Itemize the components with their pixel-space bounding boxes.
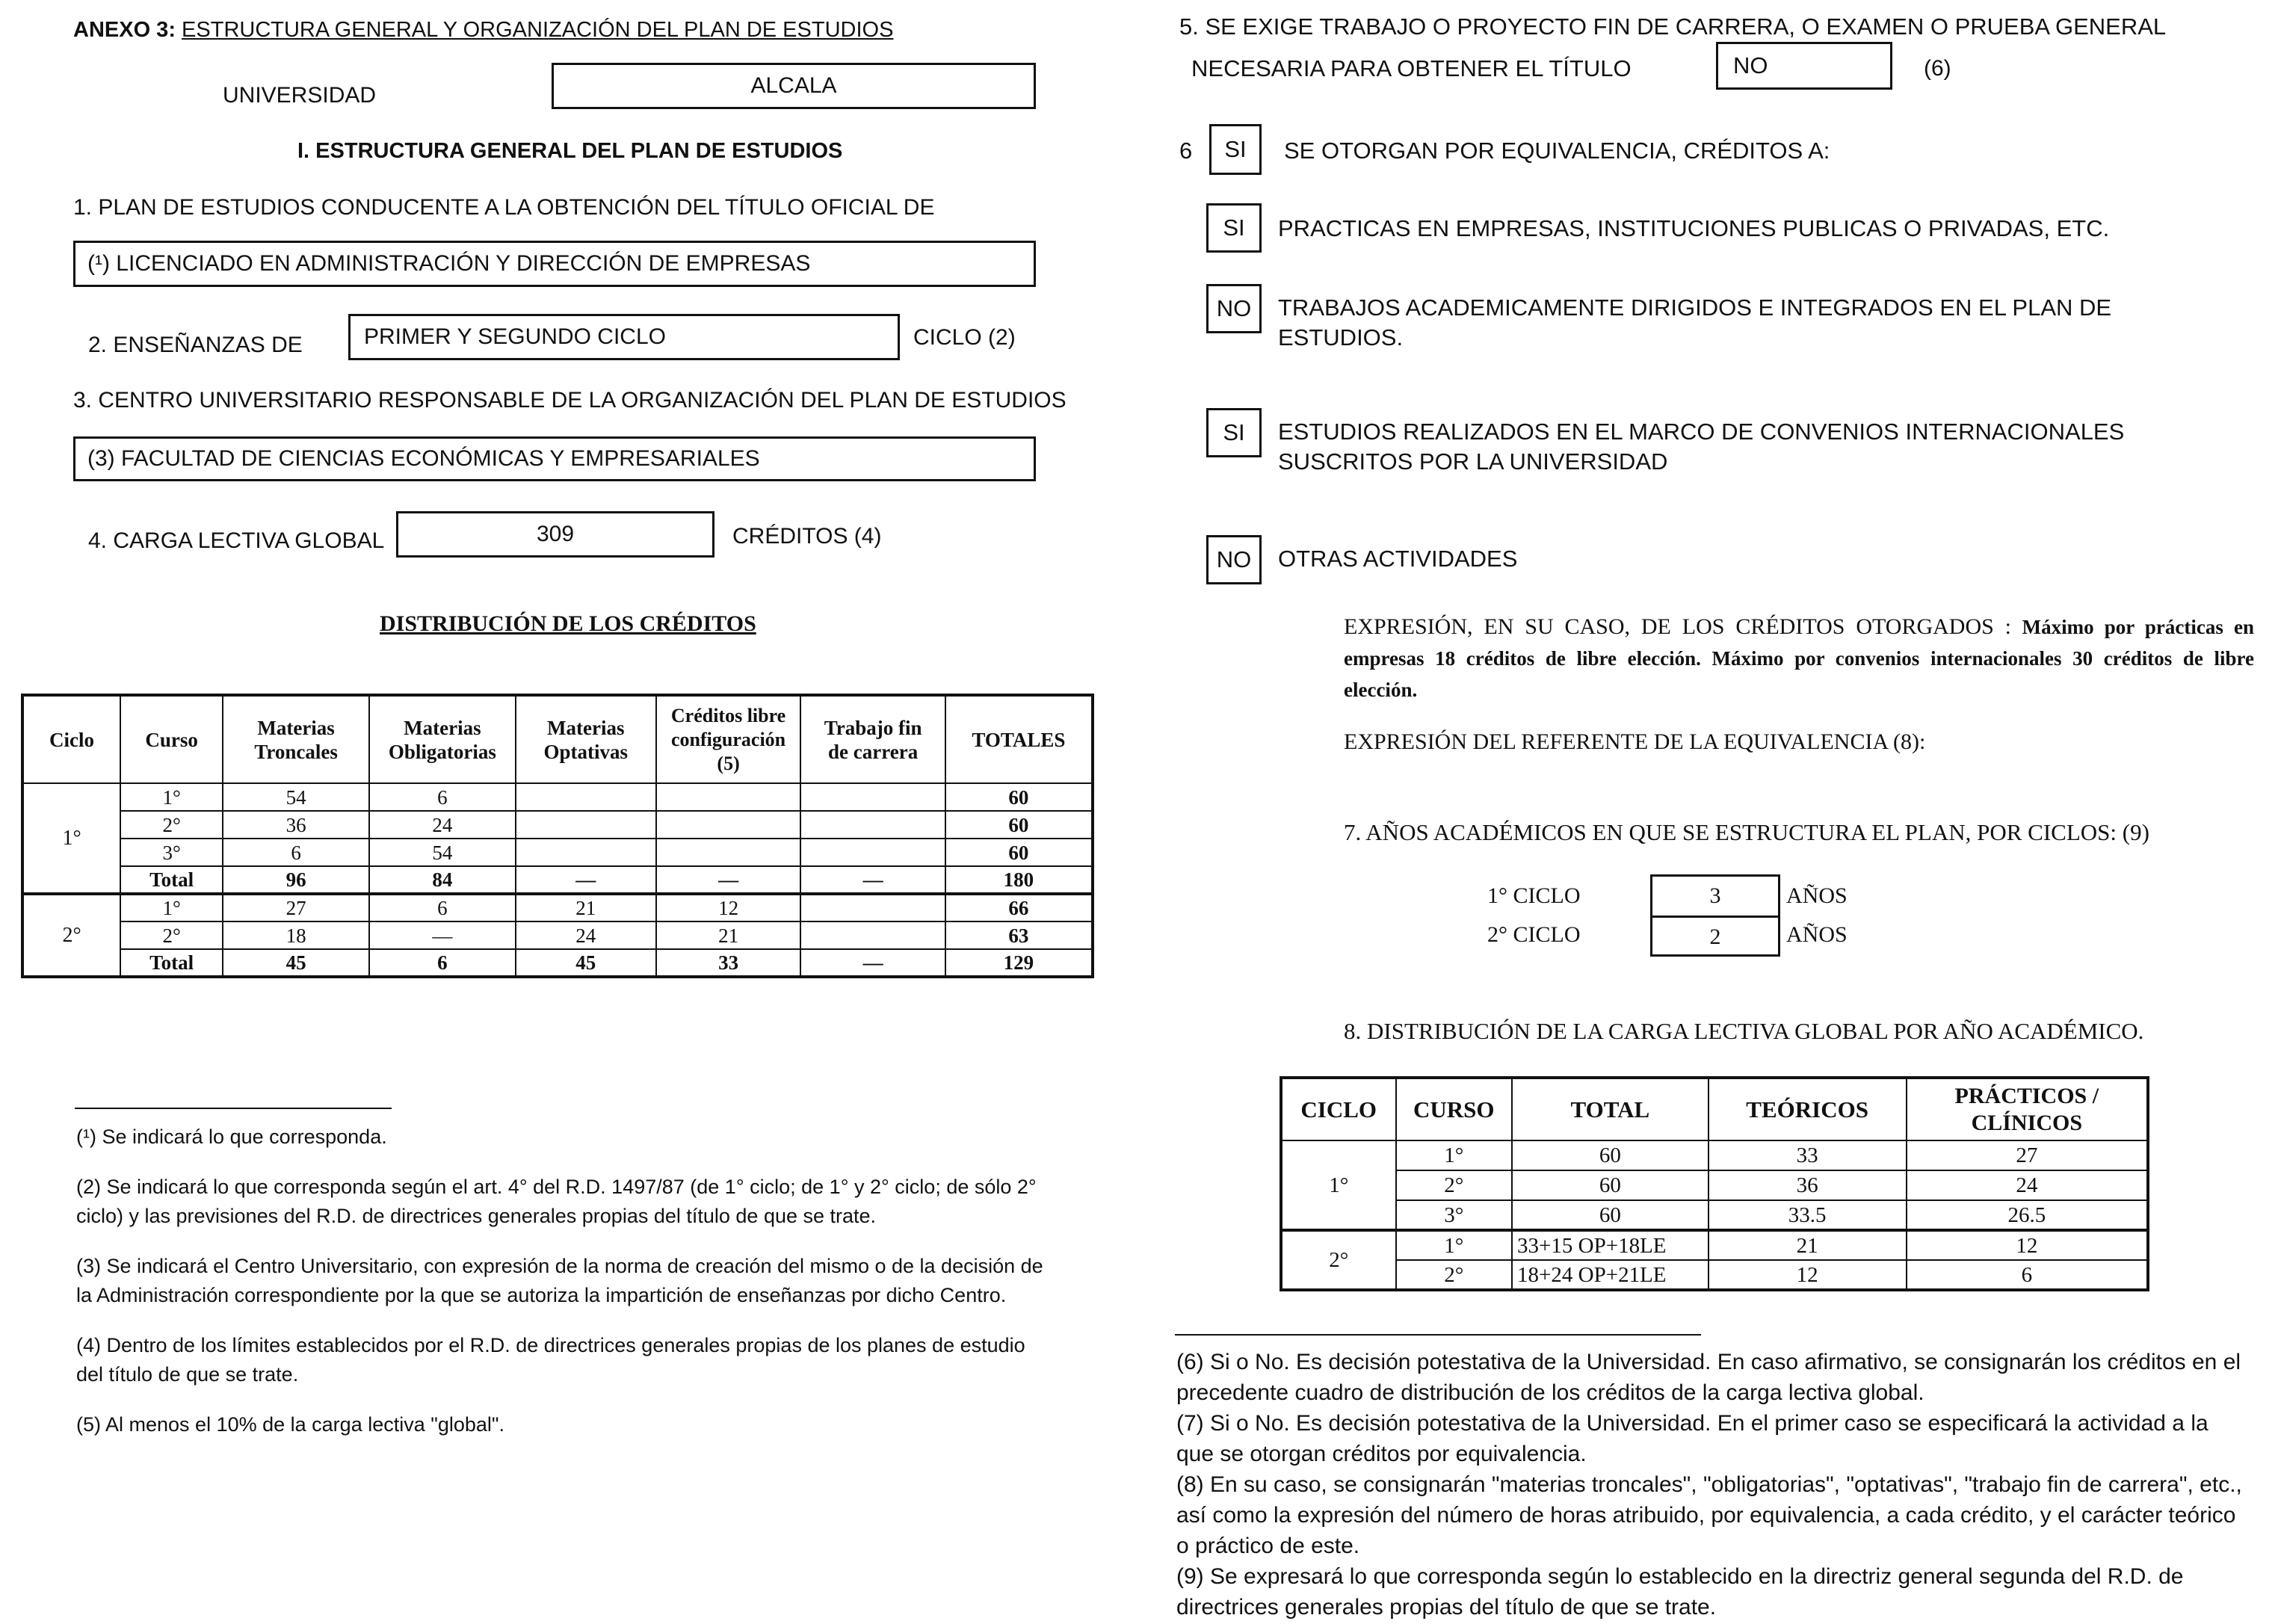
item7-years-value: 2 bbox=[1709, 924, 1721, 949]
credits-cell: Total bbox=[120, 949, 223, 977]
footnotes-right bbox=[1176, 1347, 2245, 1623]
credits-cell: 21 bbox=[656, 921, 801, 949]
credits-cell: 6 bbox=[369, 783, 516, 811]
load-row bbox=[1281, 1140, 2148, 1170]
university-field bbox=[552, 63, 1036, 109]
credits-header: Curso bbox=[120, 695, 223, 783]
credits-header: TOTALES bbox=[945, 695, 1093, 783]
equivalence-box bbox=[1206, 203, 1262, 253]
credits-cell: 33 bbox=[656, 949, 801, 977]
footnote: (4) Dentro de los límites establecidos por el R.D. de directrices generales propias de los planes de estudio del título de que se trate. bbox=[76, 1334, 1025, 1386]
credits-cell: 27 bbox=[223, 894, 369, 921]
credits-table bbox=[21, 694, 1094, 978]
load-header: TOTAL bbox=[1512, 1078, 1708, 1140]
credits-row bbox=[22, 921, 1093, 949]
load-header: CURSO bbox=[1396, 1078, 1513, 1140]
credits-cell: — bbox=[800, 949, 945, 977]
load-cell: 33 bbox=[1708, 1140, 1907, 1170]
credits-header-row bbox=[22, 695, 1093, 783]
credits-cell: 12 bbox=[656, 894, 801, 921]
item4-value: 309 bbox=[536, 522, 575, 546]
item7-ciclo-label: 1° CICLO bbox=[1487, 883, 1581, 908]
load-cell: 60 bbox=[1512, 1200, 1708, 1230]
footnote-divider-right bbox=[1175, 1334, 1701, 1336]
load-header: CICLO bbox=[1281, 1078, 1396, 1140]
credits-header: Trabajo fin de carrera bbox=[800, 695, 945, 783]
item5-value: NO bbox=[1733, 52, 1768, 78]
item4-field bbox=[396, 511, 714, 558]
load-cell: 60 bbox=[1512, 1140, 1708, 1170]
item4-suffix: CRÉDITOS (4) bbox=[732, 524, 882, 549]
footnote: (3) Se indicará el Centro Universitario, con expresión de la norma de creación del mismo o de la decisión de la Administración correspondiente por la que se autoriza la impartición de enseñanzas por dicho Centro. bbox=[76, 1255, 1043, 1306]
credits-row bbox=[22, 839, 1093, 866]
credits-cell: 45 bbox=[223, 949, 369, 977]
item3-label: 3. CENTRO UNIVERSITARIO RESPONSABLE DE LA ORGANIZACIÓN DEL PLAN DE ESTUDIOS bbox=[73, 388, 1067, 413]
credits-cell bbox=[800, 921, 945, 949]
credits-body bbox=[22, 783, 1093, 977]
credits-cell: 54 bbox=[369, 839, 516, 866]
load-cell: 3° bbox=[1396, 1200, 1513, 1230]
annex-title: ESTRUCTURA GENERAL Y ORGANIZACIÓN DEL PLAN DE ESTUDIOS bbox=[182, 18, 894, 42]
credits-cell: 96 bbox=[223, 866, 369, 894]
load-cell: 24 bbox=[1907, 1170, 2148, 1200]
load-cell: 12 bbox=[1907, 1230, 2148, 1260]
load-cell: 33.5 bbox=[1708, 1200, 1907, 1230]
credits-cell: 24 bbox=[516, 921, 656, 949]
credits-cell: 1° bbox=[120, 894, 223, 921]
item2-label: 2. ENSEÑANZAS DE bbox=[88, 333, 303, 357]
credits-cell bbox=[800, 839, 945, 866]
credits-cell: — bbox=[516, 866, 656, 894]
item5-field bbox=[1716, 42, 1892, 90]
item5-note: (6) bbox=[1924, 56, 1951, 81]
load-row bbox=[1281, 1260, 2148, 1290]
equivalence-text: ESTUDIOS REALIZADOS EN EL MARCO DE CONVENIOS INTERNACIONALES SUSCRITOS POR LA UNIVERSIDAD bbox=[1278, 419, 2125, 475]
item2-field bbox=[348, 314, 900, 360]
credits-cell bbox=[800, 894, 945, 921]
equivalence-box bbox=[1206, 535, 1262, 584]
expression-credits bbox=[1344, 611, 2254, 706]
load-cell: 12 bbox=[1708, 1260, 1907, 1290]
item1-field bbox=[73, 241, 1036, 287]
credits-cell: 63 bbox=[945, 921, 1093, 949]
credits-cell: 21 bbox=[516, 894, 656, 921]
credits-cell bbox=[516, 783, 656, 811]
credits-header: Materias Troncales bbox=[223, 695, 369, 783]
item7-years-value: 3 bbox=[1652, 877, 1778, 918]
credits-cell: 3° bbox=[120, 839, 223, 866]
load-table bbox=[1280, 1076, 2149, 1291]
credits-header: Materias Optativas bbox=[516, 695, 656, 783]
credits-cell: 6 bbox=[369, 894, 516, 921]
expression-credits-label: EXPRESIÓN, EN SU CASO, DE LOS CRÉDITOS OTORGADOS : bbox=[1344, 614, 2012, 639]
load-cell: 2° bbox=[1396, 1170, 1513, 1200]
credits-cell bbox=[800, 811, 945, 839]
footnote: (8) En su caso, se consignarán "materias troncales", "obligatorias", "optativas", "trabajo fin de carrera", etc., así como la expresión del número de horas atribuido, por equivalencia, a cada crédito, y el carácter teórico o práctico de este. bbox=[1176, 1472, 2242, 1558]
load-cell: 1° bbox=[1396, 1230, 1513, 1260]
credits-row bbox=[22, 783, 1093, 811]
credits-cell: 6 bbox=[223, 839, 369, 866]
load-ciclo-cell: 1° bbox=[1281, 1140, 1396, 1230]
credits-cell bbox=[656, 839, 801, 866]
credits-cell: 84 bbox=[369, 866, 516, 894]
item6-label: SE OTORGAN POR EQUIVALENCIA, CRÉDITOS A: bbox=[1284, 138, 1830, 164]
item8-label: 8. DISTRIBUCIÓN DE LA CARGA LECTIVA GLOBAL POR AÑO ACADÉMICO. bbox=[1344, 1018, 2144, 1044]
load-header: PRÁCTICOS / CLÍNICOS bbox=[1907, 1078, 2148, 1140]
credits-cell: Total bbox=[120, 866, 223, 894]
footnote: (9) Se expresará lo que corresponda según lo establecido en la directriz general segunda del R.D. de directrices generales propias del título de que se trate. bbox=[1176, 1564, 2184, 1620]
load-cell: 2° bbox=[1396, 1260, 1513, 1290]
credits-cell: 2° bbox=[120, 811, 223, 839]
load-row bbox=[1281, 1200, 2148, 1230]
credits-cell: 54 bbox=[223, 783, 369, 811]
load-cell: 60 bbox=[1512, 1170, 1708, 1200]
load-cell: 36 bbox=[1708, 1170, 1907, 1200]
item2-suffix: CICLO (2) bbox=[913, 325, 1016, 350]
load-cell: 6 bbox=[1907, 1260, 2148, 1290]
item7-unit: AÑOS bbox=[1786, 883, 1848, 908]
credits-row bbox=[22, 894, 1093, 921]
credits-header: Materias Obligatorias bbox=[369, 695, 516, 783]
credits-ciclo-cell: 2° bbox=[22, 894, 120, 977]
item7-label: 7. AÑOS ACADÉMICOS EN QUE SE ESTRUCTURA EL PLAN, POR CICLOS: (9) bbox=[1344, 819, 2149, 845]
item7-ciclo-label: 2° CICLO bbox=[1487, 922, 1581, 947]
expression-referent: EXPRESIÓN DEL REFERENTE DE LA EQUIVALENCIA (8): bbox=[1344, 729, 1926, 754]
credits-cell: 45 bbox=[516, 949, 656, 977]
equivalence-box bbox=[1206, 284, 1262, 333]
credits-cell: 36 bbox=[223, 811, 369, 839]
equivalence-text: TRABAJOS ACADEMICAMENTE DIRIGIDOS E INTEGRADOS EN EL PLAN DE ESTUDIOS. bbox=[1278, 294, 2112, 351]
item7-unit: AÑOS bbox=[1786, 922, 1848, 947]
credits-cell: — bbox=[369, 921, 516, 949]
credits-cell: 1° bbox=[120, 783, 223, 811]
item3-value: (3) FACULTAD DE CIENCIAS ECONÓMICAS Y EMPRESARIALES bbox=[87, 446, 760, 471]
footnote: (7) Si o No. Es decisión potestativa de la Universidad. En el primer caso se especificará la actividad a la que se otorgan créditos por equivalencia. bbox=[1176, 1411, 2208, 1466]
credits-cell bbox=[656, 811, 801, 839]
credits-cell: 2° bbox=[120, 921, 223, 949]
item1-label: 1. PLAN DE ESTUDIOS CONDUCENTE A LA OBTENCIÓN DEL TÍTULO OFICIAL DE bbox=[73, 195, 935, 220]
item6-value: SI bbox=[1224, 136, 1247, 162]
credits-title: DISTRIBUCIÓN DE LOS CRÉDITOS bbox=[380, 611, 756, 636]
credits-cell: 180 bbox=[945, 866, 1093, 894]
load-cell: 18+24 OP+21LE bbox=[1512, 1260, 1708, 1290]
credits-cell bbox=[516, 839, 656, 866]
expression-credits-text: Máximo por prácticas en empresas 18 créditos de libre elección. Máximo por convenios internacionales 30 créditos de libre elección. bbox=[1344, 616, 2254, 701]
footnote: (¹) Se indicará lo que corresponda. bbox=[76, 1126, 387, 1148]
item3-field bbox=[73, 436, 1036, 481]
footnote: (5) Al menos el 10% de la carga lectiva "global". bbox=[76, 1413, 504, 1436]
footnote: (6) Si o No. Es decisión potestativa de la Universidad. En caso afirmativo, se consignarán los créditos en el precedente cuadro de distribución de los créditos de la carga lectiva global. bbox=[1176, 1350, 2241, 1405]
item5-line1: 5. SE EXIGE TRABAJO O PROYECTO FIN DE CARRERA, O EXAMEN O PRUEBA GENERAL bbox=[1179, 13, 2167, 40]
credits-cell: — bbox=[800, 866, 945, 894]
credits-cell bbox=[656, 783, 801, 811]
item2-value: PRIMER Y SEGUNDO CICLO bbox=[364, 324, 666, 349]
footnote: (2) Se indicará lo que corresponda según el art. 4° del R.D. 1497/87 (de 1° ciclo; de 1° y 2° ciclo; de sólo 2° ciclo) y las previsiones del R.D. de directrices generales propias del título de que se trate. bbox=[76, 1176, 1037, 1227]
university-label: UNIVERSIDAD bbox=[223, 83, 377, 108]
credits-cell: 24 bbox=[369, 811, 516, 839]
item5-line2: NECESARIA PARA OBTENER EL TÍTULO bbox=[1191, 55, 1632, 81]
section1-title: I. ESTRUCTURA GENERAL DEL PLAN DE ESTUDIOS bbox=[297, 139, 843, 163]
load-body bbox=[1281, 1140, 2148, 1290]
equivalence-value: SI bbox=[1223, 419, 1245, 445]
credits-cell: 60 bbox=[945, 783, 1093, 811]
credits-cell: 6 bbox=[369, 949, 516, 977]
footnote-divider-left bbox=[75, 1108, 392, 1109]
equivalence-value: NO bbox=[1216, 295, 1252, 321]
footnotes-left bbox=[76, 1123, 1046, 1460]
credits-cell bbox=[800, 783, 945, 811]
credits-cell: 129 bbox=[945, 949, 1093, 977]
credits-cell: 60 bbox=[945, 839, 1093, 866]
equivalence-text: OTRAS ACTIVIDADES bbox=[1278, 546, 1518, 572]
load-cell: 21 bbox=[1708, 1230, 1907, 1260]
item1-value: (¹) LICENCIADO EN ADMINISTRACIÓN Y DIRECCIÓN DE EMPRESAS bbox=[87, 251, 811, 276]
credits-row bbox=[22, 866, 1093, 894]
credits-cell: 66 bbox=[945, 894, 1093, 921]
annex-heading bbox=[73, 16, 893, 43]
load-cell: 26.5 bbox=[1907, 1200, 2148, 1230]
university-value: ALCALA bbox=[750, 73, 837, 98]
credits-cell: 18 bbox=[223, 921, 369, 949]
load-row bbox=[1281, 1170, 2148, 1200]
equivalence-text: PRACTICAS EN EMPRESAS, INSTITUCIONES PUBLICAS O PRIVADAS, ETC. bbox=[1278, 215, 2110, 241]
credits-cell: — bbox=[656, 866, 801, 894]
credits-header: Ciclo bbox=[22, 695, 120, 783]
item7-years-box bbox=[1650, 874, 1780, 957]
load-header-row bbox=[1281, 1078, 2148, 1140]
load-row bbox=[1281, 1230, 2148, 1260]
load-cell: 33+15 OP+18LE bbox=[1512, 1230, 1708, 1260]
item4-label: 4. CARGA LECTIVA GLOBAL bbox=[88, 528, 385, 553]
load-header: TEÓRICOS bbox=[1708, 1078, 1907, 1140]
annex-prefix: ANEXO 3: bbox=[73, 18, 176, 42]
equivalence-value: NO bbox=[1216, 546, 1252, 572]
credits-header: Créditos libre configuración (5) bbox=[656, 695, 801, 783]
credits-row bbox=[22, 949, 1093, 977]
item6-number: 6 bbox=[1179, 138, 1193, 164]
credits-row bbox=[22, 811, 1093, 839]
credits-ciclo-cell: 1° bbox=[22, 783, 120, 894]
equivalence-value: SI bbox=[1223, 214, 1245, 241]
credits-cell: 60 bbox=[945, 811, 1093, 839]
item6-field bbox=[1209, 124, 1262, 175]
credits-cell bbox=[516, 811, 656, 839]
load-cell: 27 bbox=[1907, 1140, 2148, 1170]
equivalence-box bbox=[1206, 408, 1262, 457]
load-cell: 1° bbox=[1396, 1140, 1513, 1170]
load-ciclo-cell: 2° bbox=[1281, 1230, 1396, 1290]
